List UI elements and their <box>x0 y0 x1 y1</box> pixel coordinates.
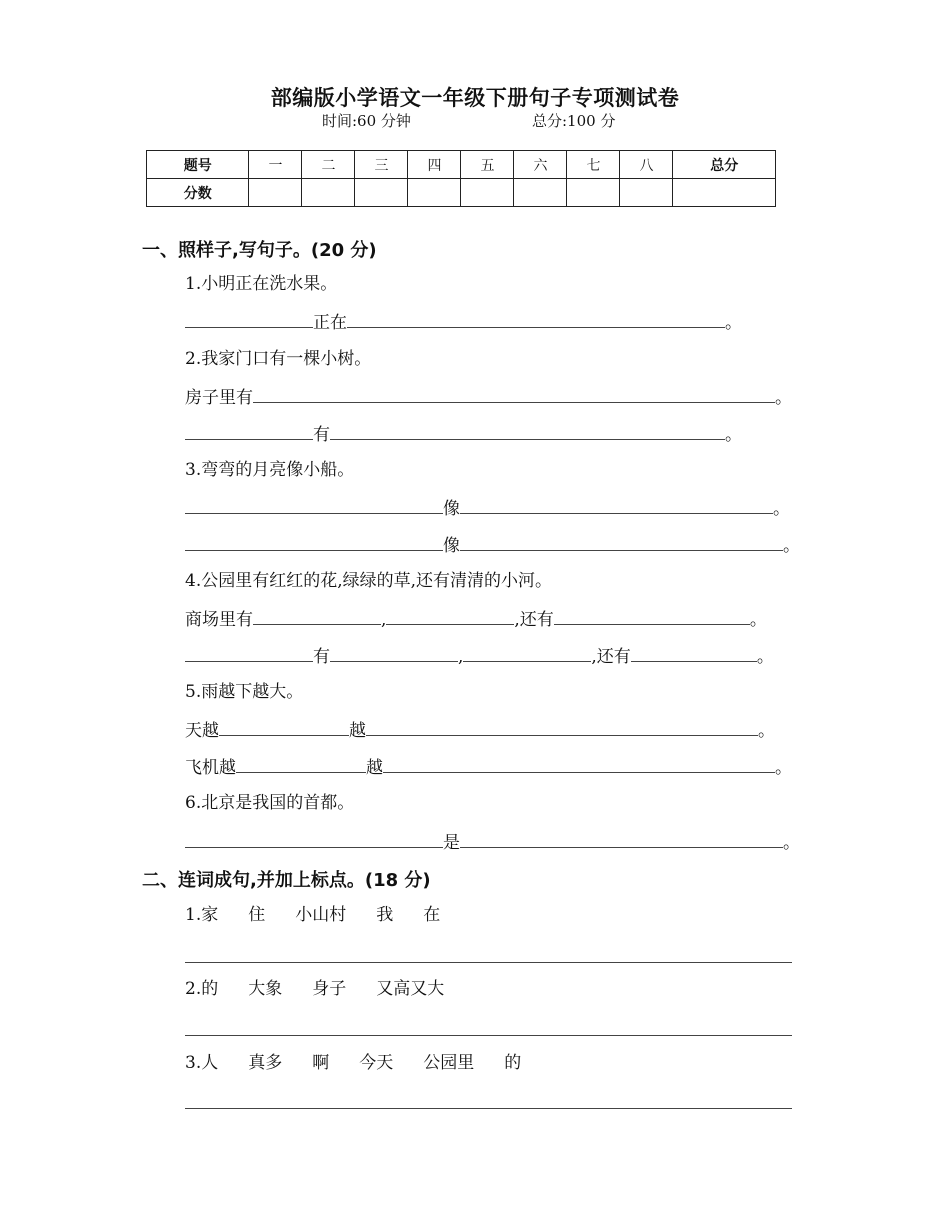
prompt-text: 房子里有 <box>185 388 253 408</box>
score-table-header-cell: 五 <box>461 151 514 179</box>
page-title: 部编版小学语文一年级下册句子专项测试卷 <box>270 86 680 110</box>
comma: , <box>381 610 387 630</box>
s2-q2-words <box>185 978 474 1000</box>
question-number: 3. <box>185 1053 202 1073</box>
answer-line[interactable] <box>185 1108 792 1109</box>
period: 。 <box>773 499 790 519</box>
q2-example: 2.我家门口有一棵小树。 <box>185 349 372 369</box>
q2-answer-row-2 <box>185 422 742 446</box>
answer-blank[interactable] <box>185 422 313 440</box>
prompt-text: 越 <box>366 758 383 778</box>
q3-example: 3.弯弯的月亮像小船。 <box>185 460 355 480</box>
score-table-header-cell: 八 <box>620 151 673 179</box>
score-table-header-cell: 题号 <box>147 151 249 179</box>
answer-blank[interactable] <box>330 644 458 662</box>
q3-answer-row-2 <box>185 533 800 557</box>
q5-answer-row-1 <box>185 718 775 742</box>
score-table-header-cell: 六 <box>514 151 567 179</box>
prompt-text: 像 <box>443 536 460 556</box>
answer-blank[interactable] <box>460 496 773 514</box>
question-number: 1. <box>185 905 202 925</box>
score-row-label: 分数 <box>147 179 249 207</box>
word: 真多 <box>248 1053 283 1073</box>
word: 公园里 <box>423 1053 475 1073</box>
score-cell[interactable] <box>567 179 620 207</box>
word: 在 <box>423 905 441 925</box>
word: 啊 <box>312 1053 330 1073</box>
q3-answer-row-1 <box>185 496 790 520</box>
period: 。 <box>775 758 792 778</box>
answer-line[interactable] <box>185 962 792 963</box>
answer-blank[interactable] <box>383 755 775 773</box>
period: 。 <box>758 721 775 741</box>
prompt-text: ,还有 <box>514 610 554 630</box>
score-cell[interactable] <box>355 179 408 207</box>
s2-q1-words <box>185 904 470 926</box>
section-2-heading: 二、连词成句,并加上标点。(18 分) <box>142 870 431 891</box>
answer-blank[interactable] <box>463 644 591 662</box>
prompt-text: 商场里有 <box>185 610 253 630</box>
q1-example: 1.小明正在洗水果。 <box>185 274 338 294</box>
answer-blank[interactable] <box>219 718 349 736</box>
q1-answer-row <box>185 310 742 334</box>
comma: , <box>458 647 464 667</box>
answer-blank[interactable] <box>554 607 750 625</box>
score-cell[interactable] <box>302 179 355 207</box>
score-table-header-cell: 总分 <box>673 151 776 179</box>
score-cell[interactable] <box>408 179 461 207</box>
answer-blank[interactable] <box>185 644 313 662</box>
score-table-header-row <box>147 151 776 179</box>
total-score-label: 总分:100 分 <box>532 112 616 130</box>
period: 。 <box>783 833 800 853</box>
score-table-header-cell: 三 <box>355 151 408 179</box>
period: 。 <box>775 388 792 408</box>
word: 的 <box>504 1053 522 1073</box>
prompt-text: 飞机越 <box>185 758 236 778</box>
answer-blank[interactable] <box>236 755 366 773</box>
word: 住 <box>248 905 266 925</box>
answer-blank[interactable] <box>185 496 443 514</box>
score-table-header-cell: 一 <box>249 151 302 179</box>
word: 的 <box>201 979 219 999</box>
score-cell[interactable] <box>249 179 302 207</box>
word: 人 <box>201 1053 219 1073</box>
answer-blank[interactable] <box>185 830 443 848</box>
score-table-header-cell: 二 <box>302 151 355 179</box>
prompt-text: 天越 <box>185 721 219 741</box>
prompt-text: 像 <box>443 499 460 519</box>
score-cell[interactable] <box>620 179 673 207</box>
word: 身子 <box>312 979 347 999</box>
answer-blank[interactable] <box>366 718 758 736</box>
q4-answer-row-1 <box>185 607 767 631</box>
s2-q3-words <box>185 1052 551 1074</box>
period: 。 <box>749 610 767 630</box>
prompt-text: 越 <box>349 721 366 741</box>
prompt-text: 是 <box>443 833 460 853</box>
q5-example: 5.雨越下越大。 <box>185 682 304 702</box>
answer-blank[interactable] <box>631 644 757 662</box>
question-number: 2. <box>185 979 202 999</box>
word: 今天 <box>359 1053 394 1073</box>
section-1-heading: 一、照样子,写句子。(20 分) <box>142 240 377 261</box>
score-cell[interactable] <box>461 179 514 207</box>
period: 。 <box>725 425 742 445</box>
period: 。 <box>783 536 800 556</box>
period: 。 <box>725 313 742 333</box>
q4-answer-row-2 <box>185 644 774 668</box>
period: 。 <box>756 647 774 667</box>
answer-line[interactable] <box>185 1035 792 1036</box>
answer-blank[interactable] <box>386 607 514 625</box>
word: 大象 <box>248 979 283 999</box>
q6-example: 6.北京是我国的首都。 <box>185 793 355 813</box>
score-table-header-cell: 四 <box>408 151 461 179</box>
word: 又高又大 <box>376 979 445 999</box>
answer-blank[interactable] <box>330 422 725 440</box>
answer-blank[interactable] <box>253 607 381 625</box>
q2-answer-row-1 <box>185 385 792 409</box>
score-table <box>146 150 776 207</box>
word: 家 <box>201 905 219 925</box>
answer-blank[interactable] <box>185 533 443 551</box>
q5-answer-row-2 <box>185 755 792 779</box>
prompt-text: 有 <box>313 425 330 445</box>
answer-blank[interactable] <box>347 310 725 328</box>
score-cell[interactable] <box>673 179 776 207</box>
answer-blank[interactable] <box>460 830 783 848</box>
score-table-header-cell: 七 <box>567 151 620 179</box>
q4-example: 4.公园里有红红的花,绿绿的草,还有清清的小河。 <box>185 571 553 591</box>
answer-blank[interactable] <box>253 385 775 403</box>
word: 我 <box>376 905 394 925</box>
answer-blank[interactable] <box>460 533 783 551</box>
time-label: 时间:60 分钟 <box>322 112 411 130</box>
score-table-score-row <box>147 179 776 207</box>
score-cell[interactable] <box>514 179 567 207</box>
prompt-text: ,还有 <box>591 647 631 667</box>
q6-answer-row <box>185 830 800 854</box>
prompt-text: 有 <box>313 647 330 667</box>
prompt-text: 正在 <box>313 313 347 333</box>
answer-blank[interactable] <box>185 310 313 328</box>
word: 小山村 <box>295 905 347 925</box>
